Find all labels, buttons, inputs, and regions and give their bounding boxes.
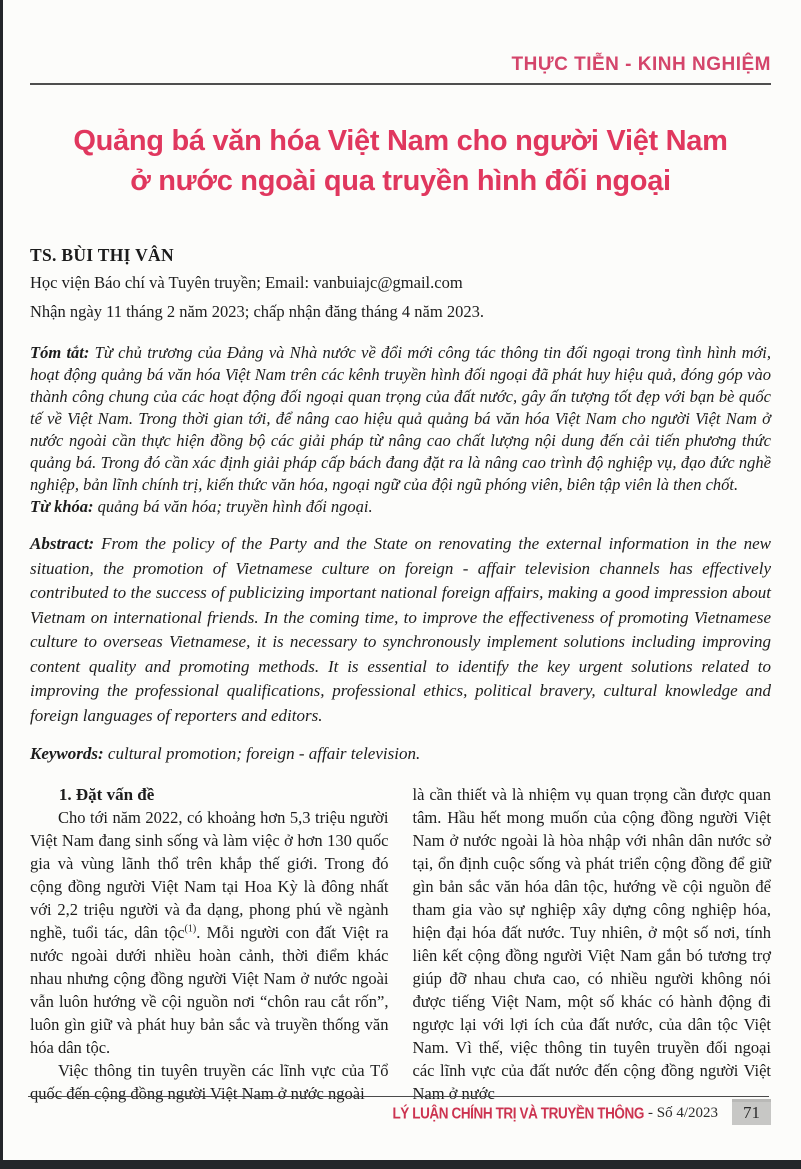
body-paragraph-1-cont: . Mỗi người con đất Việt ra nước ngoài dưới nhiều hoàn cảnh, thời điểm khác nhau nhưng cộng đồng người Việt Nam ở nước ngoài vẫn luôn hướng về cội nguồn nơi “chôn rau cắt rốn”, luôn gìn giữ và phát huy bản sắc và truyền thống văn hóa dân tộc. [30, 922, 389, 1057]
author-affiliation: Học viện Báo chí và Tuyên truyền; Email: vanbuiajc@gmail.com [30, 273, 463, 293]
scan-edge-left [0, 0, 3, 1169]
article-title [30, 121, 771, 201]
page-number: 71 [732, 1102, 771, 1125]
right-column [413, 783, 772, 1105]
body-paragraph-3: là cần thiết và là nhiệm vụ quan trọng cần được quan tâm. Hầu hết mong muốn của cộng đồng người Việt Nam ở nước ngoài là hòa nhập với nhân dân nước sở tại, ổn định cuộc sống và phát triển cộng đồng để giữ gìn bản sắc văn hóa dân tộc, hướng về cội nguồn để tham gia vào sự nghiệp xây dựng công nghiệp hóa, hiện đại hóa đất nước. Tuy nhiên, ở một số nơi, tính liên kết cộng đồng người Việt Nam gắn bó tương trợ giúp đỡ nhau chưa cao, có nhiều người không nói được tiếng Việt Nam, một số khác có hành động đi ngược lại với lợi ích của đất nước, của dân tộc Việt Nam. Vì thế, việc thông tin tuyên truyền đối ngoại các lĩnh vực của đất nước đến cộng đồng người Việt Nam ở nước [412, 784, 771, 1103]
abstract-vi-text: Từ chủ trương của Đảng và Nhà nước về đổi mới công tác thông tin đối ngoại trong tình hình mới, hoạt động quảng bá văn hóa Việt Nam trên các kênh truyền hình đối ngoại đã phát huy hiệu quả, đóng góp vào thành công chung của các hoạt động đối ngoại quan trọng của đất nước, gây ấn tượng tốt đẹp với bạn bè quốc tế về Việt Nam. Trong thời gian tới, để nâng cao hiệu quả quảng bá văn hóa Việt Nam cho người Việt Nam ở nước ngoài cần thực hiện đồng bộ các giải pháp từ nâng cao chất lượng nội dung đến cải tiến phương thức quảng bá. Trong đó cần xác định giải pháp cấp bách đang đặt ra là nâng cao trình độ nghiệp vụ, đạo đức nghề nghiệp, bản lĩnh chính trị, kiến thức văn hóa, ngoại ngữ của đội ngũ phóng viên, biên tập viên là then chốt. [30, 343, 771, 495]
body-columns [30, 783, 771, 1105]
keywords-vietnamese [30, 496, 771, 518]
journal-name: LÝ LUẬN CHÍNH TRỊ VÀ TRUYỀN THÔNG [392, 1104, 644, 1123]
keywords-en-label: Keywords: [30, 744, 104, 764]
section-header-label: THỰC TIỄN - KINH NGHIỆM [511, 54, 771, 75]
author-block [30, 245, 771, 322]
abstract-en-label: Abstract: [30, 534, 95, 554]
footnote-rule [28, 1096, 769, 1097]
abstract-english [30, 532, 771, 728]
received-date: Nhận ngày 11 tháng 2 năm 2023; chấp nhận đăng tháng 4 năm 2023. [30, 302, 484, 322]
body-paragraph-1-text: Cho tới năm 2022, có khoảng hơn 5,3 triệu người Việt Nam đang sinh sống và làm việc ở hơn 130 quốc gia và vùng lãnh thổ trên khắp thế giới. Trong đó cộng đồng người Việt Nam tại Hoa Kỳ là đông nhất với 2,2 triệu người và đa dạng, phong phú về ngành nghề, tuổi tác, dân tộc [30, 807, 389, 942]
keywords-vi-label: Từ khóa: [30, 497, 94, 517]
author-name: TS. BÙI THỊ VÂN [30, 245, 174, 266]
scan-edge-bottom [0, 1160, 801, 1169]
abstract-vi-label: Tóm tắt: [30, 343, 90, 363]
body-paragraph-1 [30, 806, 389, 1059]
issue-label: - Số 4/2023 [647, 1105, 718, 1121]
article-title-line1: Quảng bá văn hóa Việt Nam cho người Việt Nam [73, 125, 728, 157]
left-column [30, 783, 389, 1105]
article-title-line2: ở nước ngoài qua truyền hình đối ngoại [130, 165, 671, 198]
header-rule [30, 83, 771, 85]
footnote-ref-1: (1) [184, 923, 197, 935]
keywords-vi-text: quảng bá văn hóa; truyền hình đối ngoại. [93, 497, 373, 517]
body-paragraph-2: Việc thông tin tuyên truyền các lĩnh vực của Tổ quốc đến cộng đồng người Việt Nam ở nước ngoài [30, 1060, 389, 1103]
keywords-english [30, 742, 771, 767]
keywords-en-text: cultural promotion; foreign - affair television. [103, 744, 421, 764]
abstract-en-text: From the policy of the Party and the State on renovating the external information in the new situation, the promotion of Vietnamese culture on foreign - affair television channels has effectively contributed to the success of publicizing important national foreign affairs, making a good impression about Vietnam on international friends. In the coming time, to improve the effectiveness of promoting Vietnamese culture to overseas Vietnamese, it is necessary to synchronously implement solutions including improving content quality and promoting methods. It is essential to identify the key urgent solutions related to improving the professional qualifications, professional ethics, political bravery, cultural knowledge and foreign languages of reporters and editors. [30, 534, 771, 725]
abstract-vietnamese [30, 342, 771, 496]
page-content [30, 0, 771, 1105]
page-footer [392, 1102, 771, 1125]
section-1-heading: 1. Đặt vấn đề [58, 784, 155, 804]
